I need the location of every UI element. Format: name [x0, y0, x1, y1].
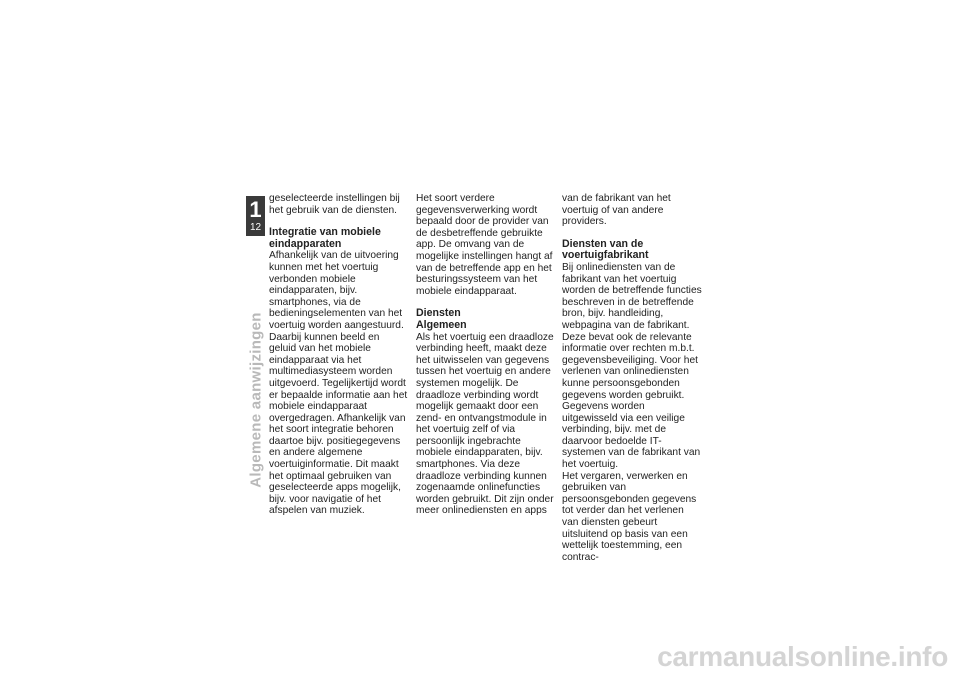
- text-column-3: [562, 193, 702, 563]
- watermark: carmanualsonline.info: [657, 641, 948, 672]
- section-heading: Diensten: [416, 307, 461, 320]
- page-number: 12: [249, 222, 262, 233]
- paragraph: Afhankelijk van de uitvoering kunnen met het voertuig verbonden mobiele eindapparaten, bijv. smartphones, via de bedieningselementen van het voertuig worden aangestuurd.: [269, 250, 404, 331]
- paragraph: Bij onlinediensten van de fabrikant van het voertuig worden de betreffende functies beschreven in de betreffende bron, bijv. handleiding, webpagina van de fabrikant. Deze bevat ook de relevante informatie over rechten m.b.t. gegevensbeveiliging. Voor het verlenen van onlinediensten kunne persoonsgebonden gegevens worden gebruikt. Gegevens worden uitgewisseld via een veilige verbinding, bijv. met de daarvoor bedoelde IT-systemen van de fabrikant van het voertuig.: [562, 261, 702, 471]
- paragraph: van de fabrikant van het voertuig of van andere providers.: [562, 193, 671, 228]
- paragraph: Daarbij kunnen beeld en geluid van het mobiele eindapparaat via het multimediasysteem worden uitgevoerd. Tegelijkertijd wordt er bepaalde informatie aan het mobiele eindapparaat overgedragen. Afhankelijk van het soort integratie behoren daartoe bijv. positiegegevens en andere algemene voertuiginformatie. Dit maakt het optimaal gebruiken van geselecteerde apps mogelijk, bijv. voor navigatie of het afspelen van muziek.: [269, 331, 408, 517]
- paragraph: Als het voertuig een draadloze verbinding heeft, maakt deze het uitwisselen van gegevens tussen het voertuig en andere systemen mogelijk. De draadloze verbinding wordt mogelijk gemaakt door een zend- en ontvangstmodule in het voertuig zelf of via persoonlijk ingebrachte mobiele eindapparaten, bijv. smartphones. Via deze draadloze verbinding kunnen zogenaamde onlinefuncties worden gebruikt. Dit zijn onder meer onlinediensten en apps: [416, 331, 554, 517]
- text-column-2: [416, 193, 556, 517]
- section-heading: Integratie van mobiele eindapparaten: [269, 226, 381, 250]
- paragraph: Het soort verdere gegevensverwerking wordt bepaald door de provider van de desbetreffende gebruikte app. De omvang van de mogelijke instellingen hangt af van de betreffende app en het besturingssysteem van het mobiele eindapparaat.: [416, 193, 553, 297]
- chapter-title: Algemene aanwijzingen: [247, 312, 265, 488]
- paragraph: geselecteerde instellingen bij het gebruik van de diensten.: [269, 193, 400, 216]
- paragraph: Het vergaren, verwerken en gebruiken van persoonsgebonden gegevens tot verder dan het verlenen van diensten gebeurt uitsluitend op basis van een wettelijk toestemming, een contrac-: [562, 470, 697, 563]
- chapter-tab: [246, 196, 265, 236]
- section-heading: Diensten van de voertuigfabrikant: [562, 237, 649, 262]
- chapter-number: 1: [249, 197, 262, 222]
- subsection-heading: Algemeen: [416, 318, 467, 331]
- text-column-1: [269, 193, 409, 517]
